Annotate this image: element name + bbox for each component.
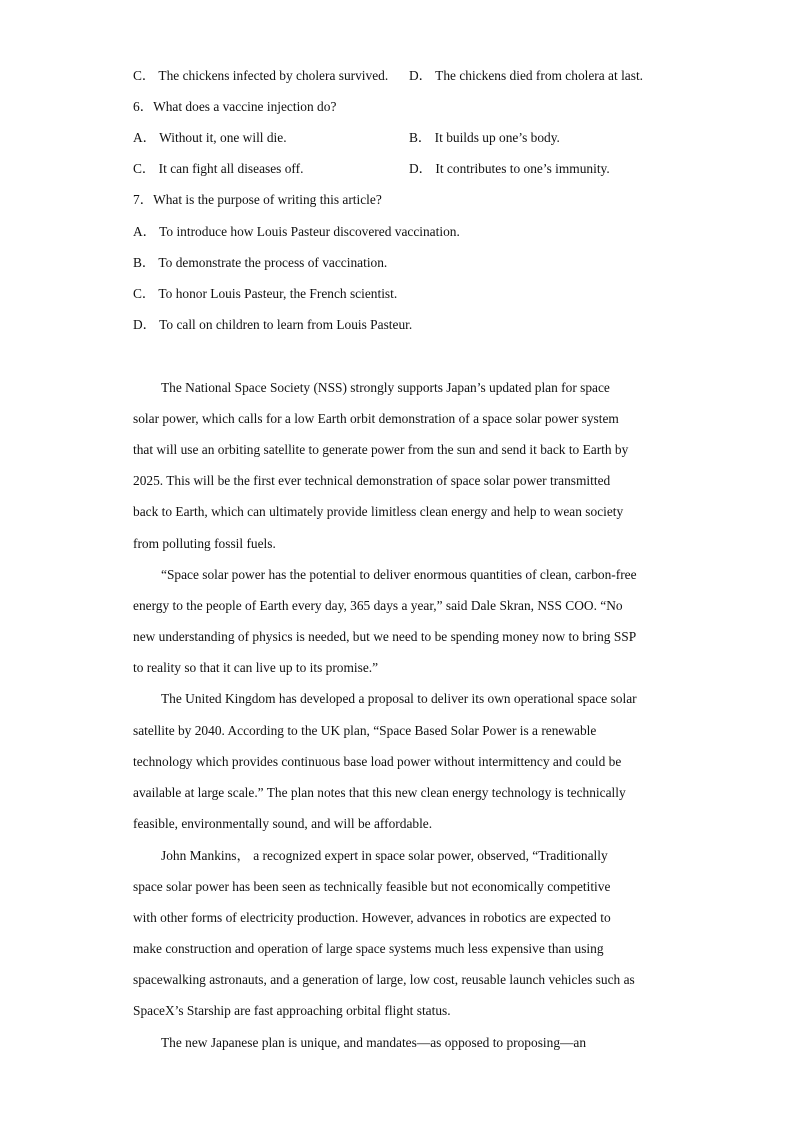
passage-p3-line: The United Kingdom has developed a proposal to deliver its own operational space solar (161, 691, 637, 706)
q7-option-a: A． To introduce how Louis Pasteur discovered vaccination. (133, 224, 460, 239)
passage-p5-line: The new Japanese plan is unique, and mandates—as opposed to proposing—an (161, 1035, 587, 1050)
passage-p1-line: The National Space Society (NSS) strongly supports Japan’s updated plan for space (161, 380, 610, 395)
passage-p4-line: space solar power has been seen as technically feasible but not economically competitive (133, 879, 611, 894)
passage-p1-line: that will use an orbiting satellite to generate power from the sun and send it back to Earth by (133, 442, 629, 457)
q6-option-a: A． Without it, one will die. (133, 130, 287, 145)
q6-option-d: D． It contributes to one’s immunity. (409, 161, 610, 176)
q7-option-b: B． To demonstrate the process of vaccination. (133, 255, 388, 270)
q7-stem: 7．What is the purpose of writing this article? (133, 192, 382, 207)
q6-option-b: B． It builds up one’s body. (409, 130, 560, 145)
passage-p1-line: from polluting fossil fuels. (133, 536, 276, 551)
passage-p1-line: 2025. This will be the first ever technical demonstration of space solar power transmitted (133, 473, 611, 488)
passage-p3-line: technology which provides continuous base load power without intermittency and could be (133, 754, 622, 769)
passage-p4-line: spacewalking astronauts, and a generation of large, low cost, reusable launch vehicles such as (133, 972, 635, 987)
passage-p1-line: solar power, which calls for a low Earth orbit demonstration of a space solar power system (133, 411, 619, 426)
passage-p3-line: feasible, environmentally sound, and will be affordable. (133, 816, 433, 831)
q6-option-c: C． It can fight all diseases off. (133, 161, 304, 176)
passage-p2-line: to reality so that it can live up to its promise.” (133, 660, 379, 675)
passage-p4-line: with other forms of electricity production. However, advances in robotics are expected to (133, 910, 611, 925)
passage-p1-line: back to Earth, which can ultimately provide limitless clean energy and help to wean society (133, 504, 624, 519)
passage-p3-line: available at large scale.” The plan notes that this new clean energy technology is technically (133, 785, 626, 800)
q5-option-c: C． The chickens infected by cholera survived. (133, 68, 389, 83)
passage-p2-line: “Space solar power has the potential to deliver enormous quantities of clean, carbon-free (161, 567, 637, 582)
q5-option-d: D． The chickens died from cholera at last. (409, 68, 644, 83)
passage-p3-line: satellite by 2040. According to the UK plan, “Space Based Solar Power is a renewable (133, 723, 597, 738)
q7-option-d: D． To call on children to learn from Louis Pasteur. (133, 317, 413, 332)
passage-p2-line: energy to the people of Earth every day, 365 days a year,” said Dale Skran, NSS COO. “No (133, 598, 623, 613)
q7-option-c: C． To honor Louis Pasteur, the French scientist. (133, 286, 398, 301)
passage-p4-line: John Mankins， a recognized expert in space solar power, observed, “Traditionally (161, 848, 608, 863)
q6-stem: 6．What does a vaccine injection do? (133, 99, 337, 114)
passage-p2-line: new understanding of physics is needed, but we need to be spending money now to bring SSP (133, 629, 637, 644)
passage-p4-line: make construction and operation of large space systems much less expensive than using (133, 941, 604, 956)
passage-p4-line: SpaceX’s Starship are fast approaching orbital flight status. (133, 1003, 451, 1018)
